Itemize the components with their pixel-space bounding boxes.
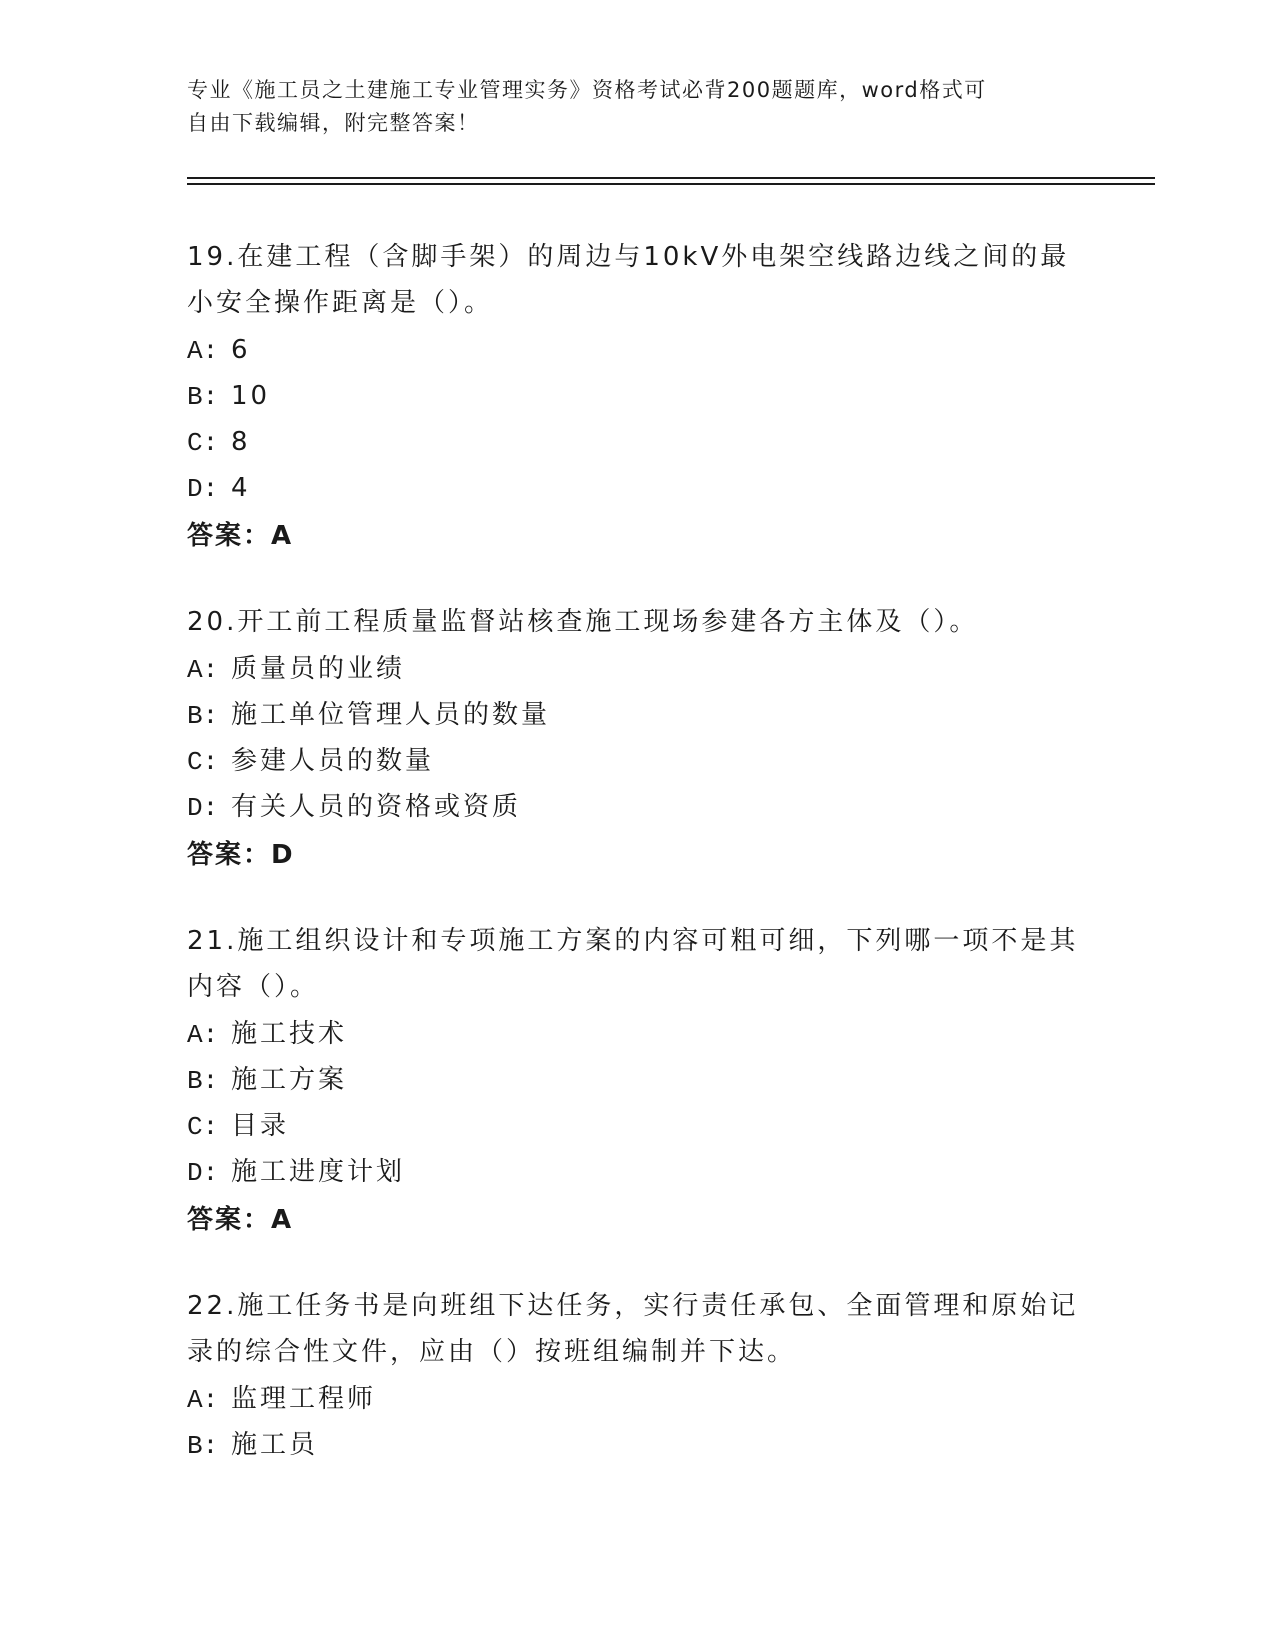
header-divider-bottom	[187, 183, 1155, 185]
option-a	[187, 1376, 1087, 1422]
question-stem: 20.开工前工程质量监督站核查施工现场参建各方主体及（）。	[187, 607, 979, 637]
question-stem: 19.在建工程（含脚手架）的周边与10kV外电架空线路边线之间的最小安全操作距离是（）。	[187, 242, 1070, 318]
question-21	[187, 918, 1087, 1243]
option-a	[187, 1011, 1087, 1057]
answer-line: 答案：A	[187, 521, 294, 551]
option-key: D:	[187, 474, 219, 504]
option-d	[187, 1149, 1087, 1195]
option-text: 参建人员的数量	[231, 746, 435, 776]
option-d	[187, 465, 1087, 511]
option-text: 10	[231, 381, 271, 411]
option-a	[187, 646, 1087, 692]
option-text: 施工方案	[231, 1065, 348, 1095]
option-text: 施工员	[231, 1430, 319, 1460]
option-text: 有关人员的资格或资质	[231, 792, 522, 822]
option-key: B:	[187, 1431, 219, 1461]
option-text: 施工技术	[231, 1019, 348, 1049]
option-key: D:	[187, 793, 219, 823]
option-text: 8	[231, 427, 251, 457]
question-19	[187, 234, 1087, 559]
question-22	[187, 1283, 1087, 1468]
option-key: C:	[187, 428, 219, 458]
option-b	[187, 1422, 1087, 1468]
option-key: B:	[187, 1066, 219, 1096]
option-key: B:	[187, 382, 219, 412]
answer-line: 答案：D	[187, 840, 295, 870]
option-text: 4	[231, 473, 251, 503]
option-key: A:	[187, 336, 219, 366]
option-b	[187, 373, 1087, 419]
question-stem: 22.施工任务书是向班组下达任务，实行责任承包、全面管理和原始记录的综合性文件，应由（）按班组编制并下达。	[187, 1291, 1079, 1367]
option-text: 质量员的业绩	[231, 654, 406, 684]
option-b	[187, 692, 1087, 738]
option-key: C:	[187, 747, 219, 777]
option-key: D:	[187, 1158, 219, 1188]
option-key: A:	[187, 655, 219, 685]
option-text: 施工单位管理人员的数量	[231, 700, 551, 730]
option-text: 施工进度计划	[231, 1157, 406, 1187]
option-key: B:	[187, 701, 219, 731]
option-key: A:	[187, 1020, 219, 1050]
option-a	[187, 327, 1087, 373]
option-key: C:	[187, 1112, 219, 1142]
option-text: 监理工程师	[231, 1384, 377, 1414]
answer-line: 答案：A	[187, 1205, 294, 1235]
option-c	[187, 419, 1087, 465]
question-stem: 21.施工组织设计和专项施工方案的内容可粗可细，下列哪一项不是其内容（）。	[187, 926, 1079, 1002]
header-divider-top	[187, 177, 1155, 179]
option-c	[187, 1103, 1087, 1149]
option-c	[187, 738, 1087, 784]
option-text: 目录	[231, 1111, 290, 1141]
document-header: 专业《施工员之土建施工专业管理实务》资格考试必背200题题库，word格式可 自由下载编辑，附完整答案！	[187, 78, 987, 135]
question-20	[187, 599, 1087, 878]
option-d	[187, 784, 1087, 830]
option-b	[187, 1057, 1087, 1103]
option-text: 6	[231, 335, 251, 365]
option-key: A:	[187, 1385, 219, 1415]
